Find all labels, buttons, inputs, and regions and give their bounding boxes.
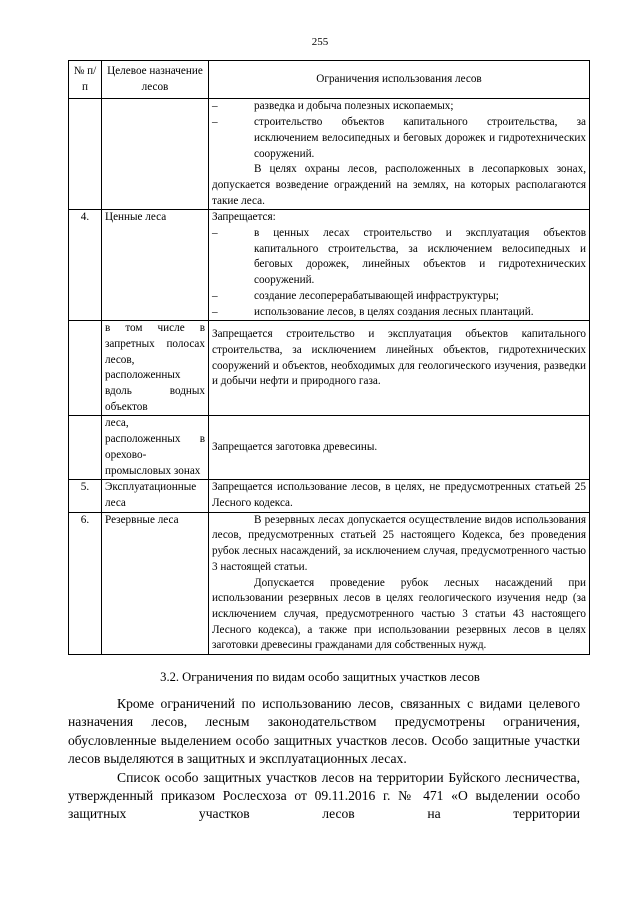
cell-purpose: Ценные леса xyxy=(102,210,209,321)
paragraph: Кроме ограничений по использованию лесов, связанных с видами целевого назначения лесов, лесным законодательством предусмотрены ограничения, обусловленные выделением особо защитных участков лесов. Особо защитные участки лесов выделяются в защитных и эксплуатационных лесах. xyxy=(68,696,580,767)
section-heading: 3.2. Ограничения по видам особо защитных участков лесов xyxy=(160,670,480,684)
table-row-exploitation-forests xyxy=(69,480,590,512)
cell-num: 6. xyxy=(69,512,102,654)
header-num: № п/п xyxy=(69,61,102,99)
paragraph: В целях охраны лесов, расположенных в лесопарковых зонах, допускается возведение ограждений на землях, на которых располагаются такие леса. xyxy=(212,163,586,207)
cell-purpose: Резервные леса xyxy=(102,512,209,654)
list-item-text: строительство объектов капитального строительства, за исключением велосипедных и беговых дорожек и гидротехнических сооружений. xyxy=(254,116,586,160)
list-item xyxy=(212,305,586,321)
list-item-text: использование лесов, в целях создания лесных плантаций. xyxy=(254,305,534,318)
paragraph: В резервных лесах допускается осуществление видов использования лесов, предусмотренных статьей 25 настоящего Кодекса, без проведения рубок лесных насаждений, за исключением случая, предусмотренного частью 3 настоящей статьи. xyxy=(212,513,586,573)
cell-num xyxy=(69,99,102,210)
cell-purpose: леса, расположенных в орехово-промысловых зонах xyxy=(102,416,209,480)
cell-num xyxy=(69,416,102,480)
cell-restrictions: Запрещается заготовка древесины. xyxy=(209,416,590,480)
cell-restrictions xyxy=(209,99,590,210)
dash-marker: – xyxy=(212,227,218,240)
header-purpose: Целевое назначение лесов xyxy=(102,61,209,99)
dash-marker: – xyxy=(212,289,218,302)
cell-purpose: в том числе в запретных полосах лесов, расположенных вдоль водных объектов xyxy=(102,321,209,416)
list-item-text: разведка и добыча полезных ископаемых; xyxy=(254,100,454,113)
dash-marker: – xyxy=(212,100,218,113)
page-number: 255 xyxy=(311,36,329,48)
list-item xyxy=(212,99,586,115)
dash-marker: – xyxy=(212,116,218,129)
paragraph: Допускается проведение рубок лесных насаждений при использовании резервных лесов в целях геологического изучения недр (за исключением случая, предусмотренного частью 3 статьи 43 настоящего Лесного кодекса), а также при использовании резервных лесов в целях заготовки древесины гражданами для собственных нужд. xyxy=(212,576,586,652)
paragraph: Список особо защитных участков лесов на территории Буйского лесничества, утвержденный приказом Рослесхоза от 09.11.2016 г. № 471 «О выделении особо защитных участков лесов на территории xyxy=(68,769,580,822)
list-item-text: в ценных лесах строительство и эксплуатация объектов капитального строительства, за исключением велосипедных и беговых дорожек, линейных объектов и гидротехнических сооружений. xyxy=(254,227,586,287)
dash-marker: – xyxy=(212,305,218,318)
paragraph-lead: Запрещается: xyxy=(212,211,276,224)
table-row-continuation xyxy=(69,99,590,210)
cell-restrictions xyxy=(209,512,590,654)
cell-num xyxy=(69,321,102,416)
cell-purpose xyxy=(102,99,209,210)
list-item xyxy=(212,289,586,305)
cell-purpose: Эксплуатационные леса xyxy=(102,480,209,512)
table-row-reserve-forests xyxy=(69,512,590,654)
list-item-text: создание лесоперерабатывающей инфраструктуры; xyxy=(254,289,499,302)
cell-restrictions: Запрещается строительство и эксплуатация объектов капитального строительства, за исключением линейных объектов, гидротехнических сооружений и объектов, необходимых для геологического изучения, разведки и добычи нефти и природного газа. xyxy=(209,321,590,416)
table-row-nut-zones xyxy=(69,416,590,480)
table-row-valuable-forests xyxy=(69,210,590,321)
table-row-prohibited-strips xyxy=(69,321,590,416)
cell-num: 5. xyxy=(69,480,102,512)
body-text xyxy=(68,695,580,824)
cell-num: 4. xyxy=(69,210,102,321)
list-item xyxy=(212,226,586,289)
table-header-row xyxy=(69,61,590,99)
header-restrictions: Ограничения использования лесов xyxy=(209,61,590,99)
cell-restrictions xyxy=(209,210,590,321)
cell-restrictions: Запрещается использование лесов, в целях, не предусмотренных статьей 25 Лесного кодекса. xyxy=(209,480,590,512)
list-item xyxy=(212,115,586,162)
restrictions-table xyxy=(68,60,590,655)
